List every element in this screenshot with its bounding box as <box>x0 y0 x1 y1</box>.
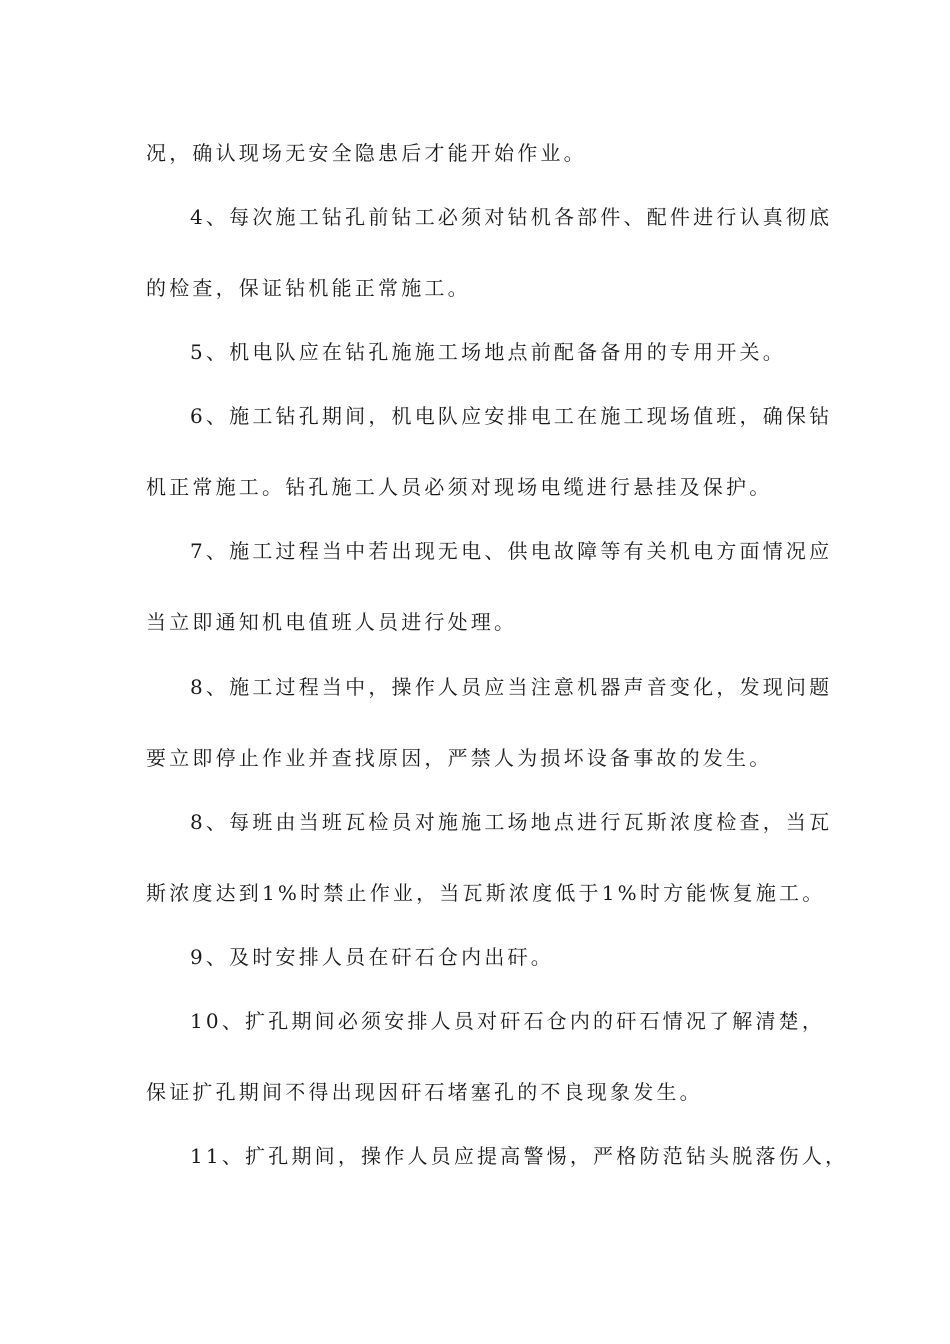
text-line-12: 斯浓度达到1%时禁止作业，当瓦斯浓度低于1%时方能恢复施工。 <box>146 881 826 905</box>
text-line-2: 4、每次施工钻孔前钻工必须对钻机各部件、配件进行认真彻底 <box>190 205 833 229</box>
text-line-13: 9、及时安排人员在矸石仓内出矸。 <box>190 945 554 969</box>
text-line-10: 要立即停止作业并查找原因，严禁人为损坏设备事故的发生。 <box>146 746 773 770</box>
text-line-15: 保证扩孔期间不得出现因矸石堵塞孔的不良现象发生。 <box>146 1080 703 1104</box>
text-line-1: 况，确认现场无安全隐患后才能开始作业。 <box>146 141 587 165</box>
text-line-7: 7、施工过程当中若出现无电、供电故障等有关机电方面情况应 <box>190 539 833 563</box>
text-line-9: 8、施工过程当中，操作人员应当注意机器声音变化，发现问题 <box>190 675 833 699</box>
text-line-8: 当立即通知机电值班人员进行处理。 <box>146 610 518 634</box>
text-line-16: 11、扩孔期间，操作人员应提高警惕，严格防范钻头脱落伤人， <box>190 1144 849 1168</box>
text-line-3: 的检查，保证钻机能正常施工。 <box>146 276 471 300</box>
text-line-11: 8、每班由当班瓦检员对施施工场地点进行瓦斯浓度检查，当瓦 <box>190 810 833 834</box>
text-line-6: 机正常施工。钻孔施工人员必须对现场电缆进行悬挂及保护。 <box>146 475 773 499</box>
text-line-5: 6、施工钻孔期间，机电队应安排电工在施工现场值班，确保钻 <box>190 404 833 428</box>
text-line-4: 5、机电队应在钻孔施施工场地点前配备备用的专用开关。 <box>190 340 786 364</box>
text-line-14: 10、扩孔期间必须安排人员对矸石仓内的矸石情况了解清楚， <box>190 1009 826 1033</box>
